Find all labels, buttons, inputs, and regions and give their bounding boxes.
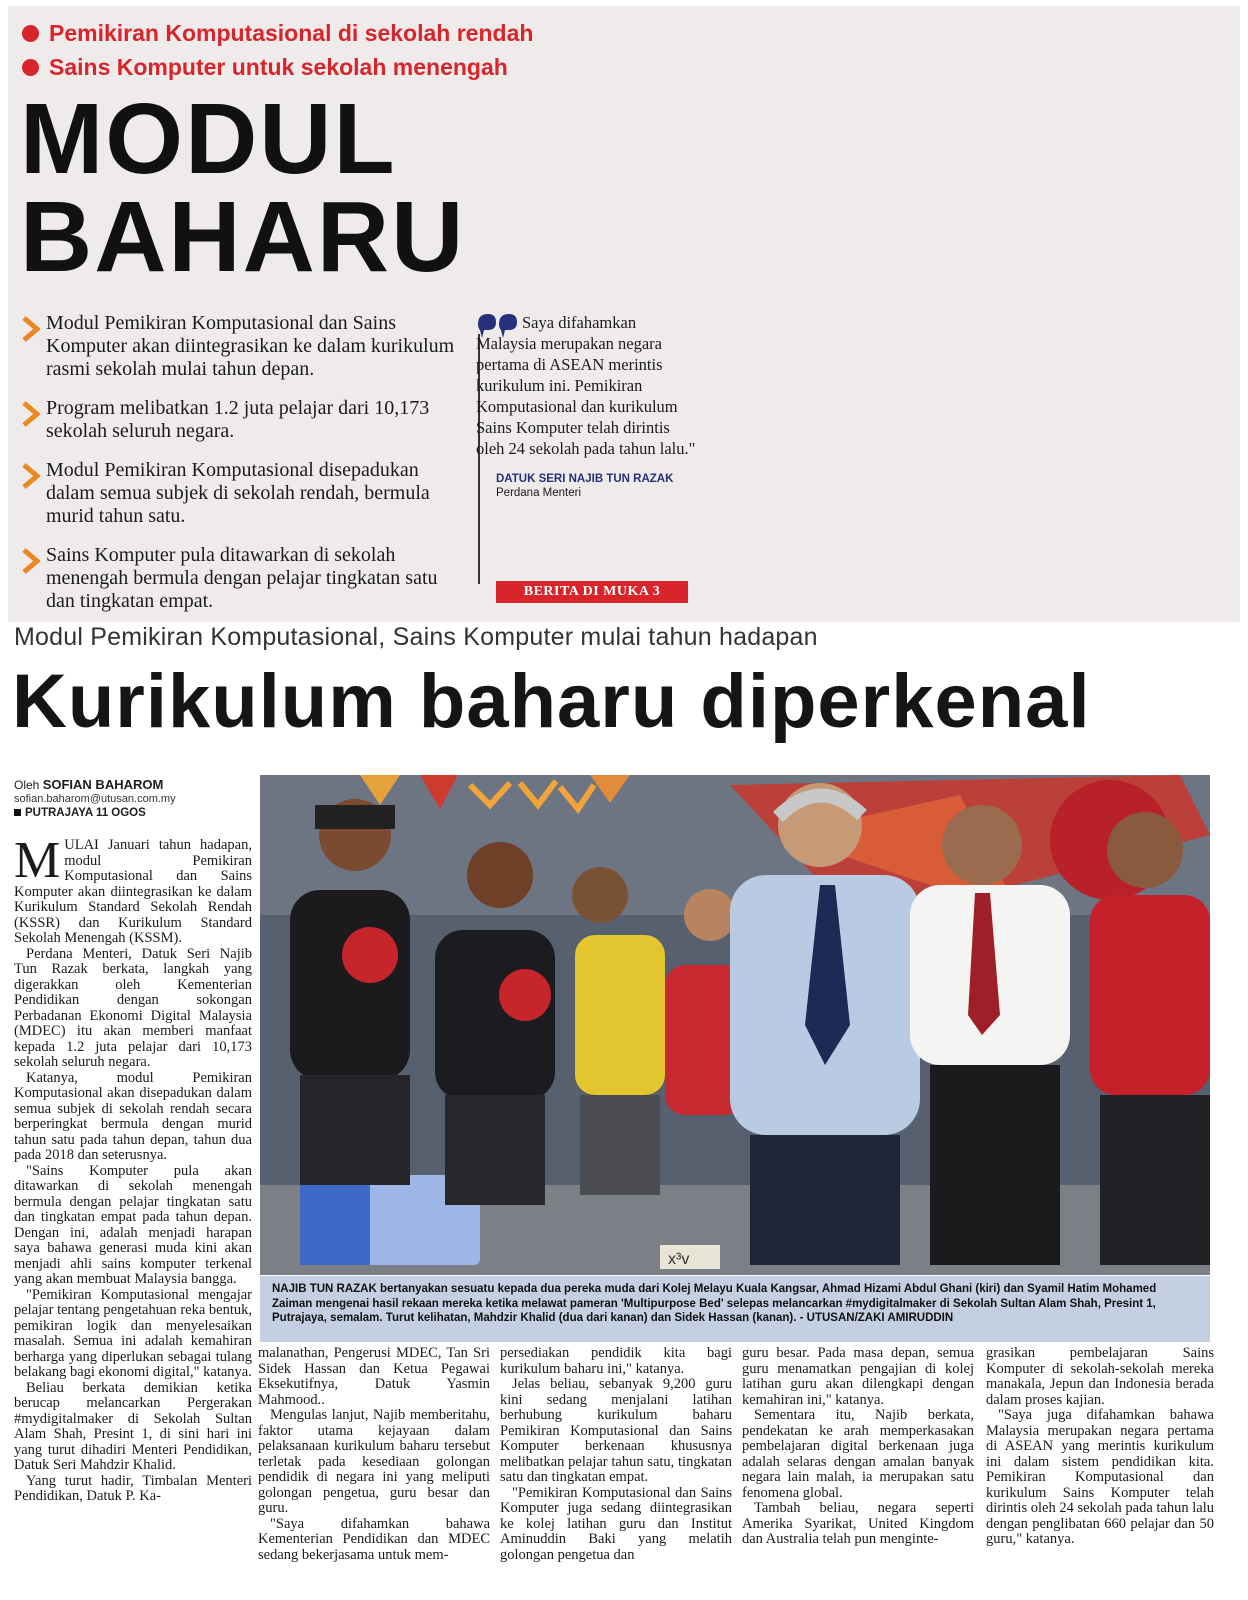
chevron-right-icon xyxy=(22,316,40,342)
article-paragraph: Mengulas lanjut, Najib memberitahu, faktor utama kejayaan dalam pelaksanaan kurikulum baharu tersebut terletak pada kesediaan golongan pendidik di negara ini yang meliputi golongan pengetua, guru besar dan guru. xyxy=(258,1407,490,1516)
tag-text: Sains Komputer untuk sekolah menengah xyxy=(49,54,508,80)
tag-line xyxy=(22,54,508,81)
quote-author: DATUK SERI NAJIB TUN RAZAK xyxy=(496,473,674,485)
paragraph-text: ULAI Januari tahun hadapan, modul Pemikiran Komputasional dan Sains Komputer akan diintegrasikan ke dalam Kurikulum Standard Sekolah Rendah (KSSR) dan Kurikulum Standard Sekolah Menengah (KSSM). xyxy=(14,838,252,946)
dateline: PUTRAJAYA 11 OGOS xyxy=(25,807,146,819)
article-paragraph: "Pemikiran Komputasional dan Sains Komputer juga sedang diintegrasikan ke kolej latihan guru dan Institut Aminuddin Baki yang melatih golongan pengetua dan xyxy=(500,1484,732,1563)
pull-quote xyxy=(476,312,696,499)
article-paragraph: Perdana Menteri, Datuk Seri Najib Tun Razak berkata, langkah yang digerakkan oleh Kementerian Pendidikan dengan sokongan Perbadanan Ekonomi Digital Malaysia (MDEC) itu akan memberi manfaat kepada 1.2 juta pelajar dari 10,173 sekolah seluruh negara. xyxy=(14,945,252,1070)
bullet-dot-icon xyxy=(22,59,39,76)
caption-name: NAJIB TUN RAZAK xyxy=(272,1283,377,1295)
article-paragraph: Jelas beliau, sebanyak 9,200 guru kini sedang menjalani latihan berhubung kurikulum baharu Pemikiran Komputasional dan Sains Komputer berkenaan khususnya melibatkan pelajar tahun satu, tingkatan satu dan tingkatan empat. xyxy=(500,1376,732,1485)
panel-title xyxy=(20,83,466,293)
photo-caption xyxy=(260,1276,1210,1342)
summary-point-text: Modul Pemikiran Komputasional dan Sains Komputer akan diintegrasikan ke dalam kurikulum rasmi sekolah mulai tahun depan. xyxy=(46,312,455,380)
byline xyxy=(14,778,254,820)
article-paragraph: grasikan pembelajaran Sains Komputer di sekolah-sekolah mereka manakala, Jepun dan Indonesia berada dalam proses kajian. xyxy=(986,1346,1214,1408)
top-summary-panel xyxy=(8,6,1240,622)
article-paragraph: Katanya, modul Pemikiran Komputasional akan disepadukan dalam semua subjek di sekolah rendah secara berperingkat bermula dengan murid tahun satu pada tahun depan, tahun dua pada 2018 dan seterusnya. xyxy=(14,1069,252,1163)
summary-point-text: Modul Pemikiran Komputasional disepadukan dalam semua subjek di sekolah rendah, bermula murid tahun satu. xyxy=(46,459,430,527)
article-column xyxy=(500,1346,732,1594)
article-paragraph: Beliau berkata demikian ketika berucap melancarkan Pergerakan #mydigitalmaker di Sekolah Sultan Alam Shah, Presint 1, di sini hari ini yang turut dihadiri Menteri Pendidikan, Datuk Seri Mahdzir Khalid. xyxy=(14,1379,252,1473)
byline-name: SOFIAN BAHAROM xyxy=(42,777,164,792)
article-paragraph: "Sains Komputer pula akan ditawarkan di sekolah menengah bermula dengan pelajar tingkatan satu dan tingkatan empat pada tahun depan. Dengan ini, adalah menjadi harapan saya bahawa generasi muda kini akan menjadi ahli sains komputer terkenal yang akan membuat Malaysia bangga. xyxy=(14,1162,252,1287)
article-paragraph xyxy=(14,838,252,947)
article-paragraph: "Saya juga difahamkan bahawa Malaysia merupakan negara pertama di ASEAN yang merintis kurikulum ini dalam sistem pendidikan kita. Pemikiran Komputasional dan kurikulum Sains Komputer telah dirintis oleh 24 sekolah pada tahun lalu dengan penglibatan 660 pelajar dan 50 guru," katanya. xyxy=(986,1407,1214,1547)
summary-point-text: Sains Komputer pula ditawarkan di sekolah menengah bermula dengan pelajar tingkatan satu dan tingkatan empat. xyxy=(46,544,438,612)
tag-text: Pemikiran Komputasional di sekolah rendah xyxy=(49,20,534,46)
article-column xyxy=(986,1346,1214,1594)
article-photo xyxy=(260,775,1210,1275)
photo-sign-text: x³v xyxy=(668,1251,690,1268)
article-paragraph: Yang turut hadir, Timbalan Menteri Pendidikan, Datuk P. Ka- xyxy=(14,1472,252,1504)
article-paragraph: malanathan, Pengerusi MDEC, Tan Sri Sidek Hassan dan Ketua Pegawai Eksekutifnya, Datuk Yasmin Mahmood.. xyxy=(258,1346,490,1408)
summary-point xyxy=(22,397,462,443)
byline-email: sofian.baharom@utusan.com.my xyxy=(14,793,176,805)
panel-title-line: BAHARU xyxy=(20,181,466,293)
article-paragraph: Sementara itu, Najib berkata, pendekatan ke arah memperkasakan pembelajaran digital berkenaan juga adalah selaras dengan amalan banyak negara lain malah, ia merupakan satu fenomena global. xyxy=(742,1407,974,1501)
article-paragraph: "Pemikiran Komputasional mengajar pelajar tentang pengetahuan reka bentuk, pemikiran logik dan menyelesaikan masalah. Semua ini adalah kemahiran berharga yang diperlukan sebagai tulang belakang bagi ekonomi digital," katanya. xyxy=(14,1286,252,1380)
photo-illustration xyxy=(260,775,1210,1275)
byline-prefix: Oleh xyxy=(14,778,40,792)
chevron-right-icon xyxy=(22,548,40,574)
page-reference-tag: BERITA DI MUKA 3 xyxy=(496,581,688,603)
article-column xyxy=(258,1346,490,1594)
drop-cap: M xyxy=(14,838,61,889)
bullet-dot-icon xyxy=(22,25,39,42)
tag-line xyxy=(22,20,533,47)
summary-points xyxy=(22,312,462,629)
article-paragraph: Tambah beliau, negara seperti Amerika Syarikat, United Kingdom dan Australia telah pun menginte- xyxy=(742,1500,974,1547)
article-paragraph: persediakan pendidik kita bagi kurikulum baharu ini," katanya. xyxy=(500,1346,732,1377)
quote-mark-icon xyxy=(476,312,520,338)
article-paragraph: guru besar. Pada masa depan, semua guru menamatkan pengajian di kolej latihan guru akan dilengkapi dengan kemahiran ini," katanya. xyxy=(742,1346,974,1408)
article-column xyxy=(14,838,252,1594)
panel-title-line: MODUL xyxy=(20,83,397,195)
chevron-right-icon xyxy=(22,401,40,427)
summary-point xyxy=(22,544,462,613)
article-subhead: Modul Pemikiran Komputasional, Sains Komputer mulai tahun hadapan xyxy=(14,623,818,651)
square-bullet-icon xyxy=(14,809,21,816)
article-column xyxy=(742,1346,974,1594)
summary-point xyxy=(22,459,462,528)
caption-text: bertanyakan sesuatu kepada dua pereka muda dari Kolej Melayu Kuala Kangsar, Ahmad Hizami Abdul Ghani (kiri) dan Syamil Hatim Mohamed Zaiman mengenai hasil rekaan mereka ketika melawat pameran 'Multipurpose Bed' selepas melancarkan #mydigitalmaker di Sekolah Sultan Alam Shah, Presint 1, Putrajaya, semalam. Turut kelihatan, Mahdzir Khalid (dua dari kanan) dan Sidek Hassan (kanan). - UTUSAN/ZAKI AMIRUDDIN xyxy=(272,1283,1157,1324)
summary-point-text: Program melibatkan 1.2 juta pelajar dari 10,173 sekolah seluruh negara. xyxy=(46,397,430,442)
summary-point xyxy=(22,312,462,381)
article-paragraph: "Saya difahamkan bahawa Kementerian Pendidikan dan MDEC sedang bekerjasama untuk mem- xyxy=(258,1515,490,1563)
chevron-right-icon xyxy=(22,463,40,489)
quote-role: Perdana Menteri xyxy=(496,487,582,499)
quote-text: Saya difahamkan Malaysia merupakan negara pertama di ASEAN merintis kurikulum ini. Pemikiran Komputasional dan kurikulum Sains Komputer telah dirintis oleh 24 sekolah pada tahun lalu." xyxy=(476,313,696,458)
article-headline: Kurikulum baharu diperkenal xyxy=(12,659,1091,744)
